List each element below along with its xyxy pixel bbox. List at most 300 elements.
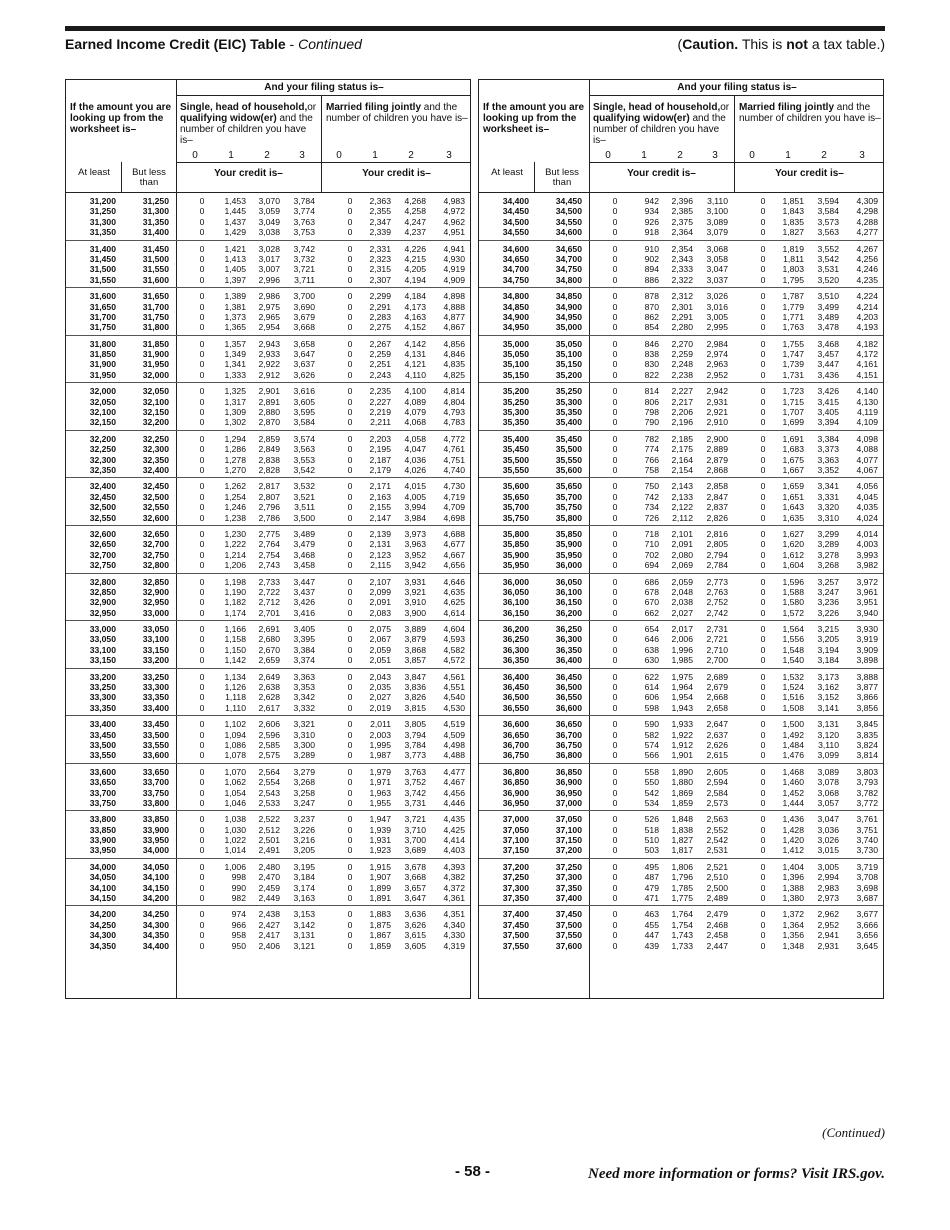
credit-cell: 3,310 bbox=[293, 729, 315, 740]
credit-cell: 0 bbox=[347, 433, 353, 444]
amount-cell: 35,250 bbox=[502, 396, 529, 407]
amount-cell: 37,200 bbox=[502, 861, 529, 872]
credit-cell: 0 bbox=[347, 634, 353, 645]
single-hoh-header-part: and the number of children you have is– bbox=[180, 113, 313, 146]
credit-cell: 4,646 bbox=[443, 576, 465, 587]
credit-cell: 2,522 bbox=[258, 814, 280, 825]
credit-cell: 4,677 bbox=[443, 539, 465, 550]
credit-cell: 4,193 bbox=[856, 322, 878, 333]
mfj-header-part: Married filing jointly bbox=[326, 102, 422, 113]
credit-cell: 3,489 bbox=[293, 528, 315, 539]
credit-cell: 3,100 bbox=[706, 206, 728, 217]
amount-cell: 34,950 bbox=[502, 322, 529, 333]
credit-cell: 1,468 bbox=[782, 766, 804, 777]
credit-cell: 4,856 bbox=[443, 338, 465, 349]
credit-cell: 2,501 bbox=[258, 835, 280, 846]
amount-cell: 32,750 bbox=[89, 560, 116, 571]
rule-status bbox=[589, 95, 883, 96]
credit-cell: 1,651 bbox=[782, 491, 804, 502]
credit-cell: 1,931 bbox=[369, 835, 391, 846]
credit-cell: 1,556 bbox=[782, 634, 804, 645]
amount-cell: 34,550 bbox=[555, 216, 582, 227]
credit-cell: 3,542 bbox=[817, 253, 839, 264]
credit-cell: 4,079 bbox=[404, 407, 426, 418]
credit-cell: 0 bbox=[760, 359, 766, 370]
credit-cell: 2,594 bbox=[706, 777, 728, 788]
credit-cell: 1,620 bbox=[782, 539, 804, 550]
credit-cell: 0 bbox=[199, 243, 205, 254]
credit-cell: 0 bbox=[612, 560, 618, 571]
credit-cell: 1,915 bbox=[369, 861, 391, 872]
table-row bbox=[66, 550, 470, 560]
credit-cell: 0 bbox=[199, 274, 205, 285]
table-row bbox=[66, 909, 470, 919]
credit-cell: 2,343 bbox=[671, 253, 693, 264]
credit-cell: 0 bbox=[347, 607, 353, 618]
children-count: 0 bbox=[605, 150, 611, 161]
amount-cell: 31,700 bbox=[89, 311, 116, 322]
credit-cell: 2,027 bbox=[671, 607, 693, 618]
credit-cell: 3,332 bbox=[293, 702, 315, 713]
credit-cell: 2,459 bbox=[258, 882, 280, 893]
credit-cell: 2,122 bbox=[671, 502, 693, 513]
credit-cell: 4,184 bbox=[404, 291, 426, 302]
table-row bbox=[479, 529, 883, 539]
table-row bbox=[479, 407, 883, 417]
children-count: 3 bbox=[859, 150, 865, 161]
credit-cell: 3,940 bbox=[856, 607, 878, 618]
credit-cell: 4,730 bbox=[443, 481, 465, 492]
credit-cell: 3,363 bbox=[817, 454, 839, 465]
rule-header bbox=[479, 192, 883, 193]
credit-cell: 1,436 bbox=[782, 814, 804, 825]
credit-cell: 0 bbox=[347, 301, 353, 312]
credit-cell: 3,226 bbox=[293, 824, 315, 835]
credit-cell: 3,826 bbox=[404, 692, 426, 703]
amount-cell: 37,300 bbox=[502, 882, 529, 893]
credit-cell: 0 bbox=[199, 671, 205, 682]
table-row bbox=[66, 291, 470, 301]
credit-cell: 0 bbox=[760, 433, 766, 444]
credit-cell: 1,413 bbox=[224, 253, 246, 264]
credit-cell: 2,668 bbox=[706, 692, 728, 703]
credit-cell: 3,751 bbox=[856, 824, 878, 835]
credit-cell: 2,533 bbox=[258, 797, 280, 808]
credit-cell: 4,951 bbox=[443, 227, 465, 238]
table-row bbox=[66, 407, 470, 417]
credit-cell: 0 bbox=[760, 634, 766, 645]
credit-cell: 4,173 bbox=[404, 301, 426, 312]
credit-cell: 471 bbox=[644, 893, 659, 904]
credit-cell: 2,312 bbox=[671, 291, 693, 302]
credit-cell: 2,965 bbox=[258, 311, 280, 322]
credit-cell: 2,003 bbox=[369, 729, 391, 740]
amount-cell: 34,450 bbox=[502, 206, 529, 217]
credit-cell: 0 bbox=[347, 702, 353, 713]
credit-cell: 0 bbox=[612, 433, 618, 444]
credit-cell: 2,659 bbox=[258, 655, 280, 666]
table-row bbox=[479, 455, 883, 465]
amount-cell: 36,650 bbox=[502, 729, 529, 740]
credit-cell: 990 bbox=[231, 882, 246, 893]
credit-cell: 1,364 bbox=[782, 919, 804, 930]
credit-cell: 4,867 bbox=[443, 322, 465, 333]
credit-cell: 1,875 bbox=[369, 919, 391, 930]
credit-cell: 0 bbox=[347, 349, 353, 360]
credit-cell: 2,112 bbox=[672, 512, 693, 523]
credit-cell: 2,584 bbox=[706, 787, 728, 798]
credit-cell: 0 bbox=[347, 824, 353, 835]
credit-cell: 1,309 bbox=[224, 407, 246, 418]
credit-cell: 2,339 bbox=[369, 227, 391, 238]
credit-cell: 0 bbox=[760, 835, 766, 846]
credit-cell: 1,912 bbox=[671, 739, 693, 750]
credit-cell: 4,121 bbox=[404, 359, 426, 370]
table-row bbox=[66, 845, 470, 855]
table-row bbox=[479, 883, 883, 893]
credit-cell: 2,826 bbox=[706, 512, 728, 523]
credit-cell: 2,489 bbox=[706, 893, 728, 904]
amount-cell: 37,350 bbox=[555, 882, 582, 893]
credit-cell: 2,606 bbox=[258, 719, 280, 730]
amount-cell: 34,250 bbox=[142, 909, 169, 920]
credit-cell: 2,796 bbox=[258, 502, 280, 513]
credit-cell: 4,888 bbox=[443, 301, 465, 312]
credit-cell: 2,291 bbox=[671, 311, 693, 322]
credit-cell: 3,268 bbox=[293, 777, 315, 788]
credit-cell: 4,582 bbox=[443, 644, 465, 655]
credit-cell: 3,478 bbox=[817, 322, 839, 333]
credit-cell: 0 bbox=[760, 729, 766, 740]
credit-cell: 2,458 bbox=[706, 930, 728, 941]
credit-cell: 1,516 bbox=[782, 692, 804, 703]
credit-cell: 878 bbox=[644, 291, 659, 302]
table-row bbox=[66, 883, 470, 893]
credit-cell: 1,396 bbox=[782, 872, 804, 883]
amount-cell: 33,700 bbox=[89, 787, 116, 798]
credit-cell: 1,901 bbox=[671, 750, 693, 761]
credit-cell: 4,761 bbox=[443, 444, 465, 455]
credit-cell: 2,994 bbox=[817, 872, 839, 883]
credit-cell: 2,238 bbox=[671, 369, 693, 380]
credit-cell: 4,058 bbox=[404, 433, 426, 444]
credit-cell: 1,755 bbox=[782, 338, 804, 349]
amount-cell: 36,200 bbox=[502, 624, 529, 635]
amount-cell: 34,050 bbox=[89, 872, 116, 883]
credit-cell: 0 bbox=[347, 386, 353, 397]
amount-cell: 31,650 bbox=[89, 301, 116, 312]
credit-cell: 806 bbox=[644, 396, 659, 407]
credit-cell: 2,816 bbox=[706, 528, 728, 539]
amount-cell: 32,400 bbox=[142, 464, 169, 475]
credit-cell: 2,512 bbox=[258, 824, 280, 835]
credit-cell: 3,910 bbox=[404, 597, 426, 608]
amount-cell: 32,450 bbox=[142, 481, 169, 492]
table-row bbox=[479, 444, 883, 454]
credit-cell: 3,049 bbox=[258, 216, 280, 227]
credit-cell: 4,237 bbox=[404, 227, 426, 238]
amount-cell: 37,100 bbox=[502, 835, 529, 846]
credit-cell: 3,068 bbox=[706, 243, 728, 254]
credit-cell: 4,026 bbox=[404, 464, 426, 475]
credit-cell: 0 bbox=[760, 919, 766, 930]
credit-cell: 4,036 bbox=[404, 454, 426, 465]
credit-cell: 4,203 bbox=[856, 311, 878, 322]
amount-cell: 32,350 bbox=[89, 464, 116, 475]
amount-cell: 36,600 bbox=[502, 719, 529, 730]
credit-cell: 3,352 bbox=[817, 464, 839, 475]
credit-cell: 1,222 bbox=[224, 539, 246, 550]
credit-cell: 1,094 bbox=[224, 729, 246, 740]
credit-cell: 3,162 bbox=[817, 682, 839, 693]
credit-cell: 3,384 bbox=[293, 644, 315, 655]
credit-cell: 534 bbox=[644, 797, 659, 808]
table-row bbox=[479, 264, 883, 274]
amount-cell: 32,250 bbox=[89, 444, 116, 455]
single-hoh-header-part: Single, head of household, bbox=[180, 102, 308, 113]
credit-cell: 2,901 bbox=[258, 386, 280, 397]
credit-cell: 3,173 bbox=[817, 671, 839, 682]
credit-cell: 0 bbox=[347, 644, 353, 655]
credit-cell: 3,615 bbox=[404, 930, 426, 941]
amount-cell: 31,900 bbox=[142, 349, 169, 360]
credit-cell: 2,984 bbox=[706, 338, 728, 349]
credit-cell: 526 bbox=[644, 814, 659, 825]
amount-cell: 35,650 bbox=[502, 491, 529, 502]
table-row bbox=[479, 672, 883, 682]
amount-cell: 31,450 bbox=[89, 253, 116, 264]
credit-cell: 4,088 bbox=[856, 444, 878, 455]
table-row bbox=[66, 634, 470, 644]
amount-cell: 34,200 bbox=[142, 893, 169, 904]
credit-cell: 0 bbox=[199, 311, 205, 322]
credit-cell: 3,458 bbox=[293, 560, 315, 571]
credit-cell: 3,677 bbox=[856, 909, 878, 920]
credit-cell: 3,468 bbox=[817, 338, 839, 349]
credit-cell: 2,069 bbox=[671, 560, 693, 571]
table-row bbox=[479, 312, 883, 322]
table-row bbox=[479, 434, 883, 444]
group-divider bbox=[479, 715, 883, 716]
credit-cell: 3,868 bbox=[404, 644, 426, 655]
credit-cell: 0 bbox=[760, 206, 766, 217]
credit-cell: 2,438 bbox=[258, 909, 280, 920]
amount-cell: 35,200 bbox=[555, 369, 582, 380]
credit-cell: 2,575 bbox=[258, 750, 280, 761]
credit-cell: 782 bbox=[644, 433, 659, 444]
credit-cell: 3,763 bbox=[293, 216, 315, 227]
credit-cell: 0 bbox=[347, 206, 353, 217]
table-row bbox=[479, 777, 883, 787]
amount-cell: 36,400 bbox=[555, 655, 582, 666]
credit-cell: 1,763 bbox=[782, 322, 804, 333]
amount-cell: 33,050 bbox=[142, 624, 169, 635]
credit-cell: 3,405 bbox=[817, 407, 839, 418]
amount-cell: 32,400 bbox=[89, 481, 116, 492]
credit-cell: 3,373 bbox=[817, 444, 839, 455]
credit-header-mfj: Your credit is– bbox=[775, 168, 844, 179]
credit-cell: 1,492 bbox=[782, 729, 804, 740]
credit-cell: 1,939 bbox=[369, 824, 391, 835]
children-count: 0 bbox=[336, 150, 342, 161]
credit-cell: 0 bbox=[612, 750, 618, 761]
credit-cell: 3,205 bbox=[817, 634, 839, 645]
credit-cell: 2,491 bbox=[258, 845, 280, 856]
credit-cell: 0 bbox=[347, 491, 353, 502]
credit-cell: 1,388 bbox=[782, 882, 804, 893]
credit-cell: 0 bbox=[347, 930, 353, 941]
credit-cell: 3,700 bbox=[293, 291, 315, 302]
credit-cell: 2,542 bbox=[706, 835, 728, 846]
credit-cell: 0 bbox=[760, 512, 766, 523]
credit-cell: 0 bbox=[199, 338, 205, 349]
credit-cell: 1,803 bbox=[782, 264, 804, 275]
table-row bbox=[479, 513, 883, 523]
credit-cell: 2,275 bbox=[369, 322, 391, 333]
credit-cell: 3,982 bbox=[856, 560, 878, 571]
credit-cell: 2,354 bbox=[671, 243, 693, 254]
amount-cell: 32,750 bbox=[142, 549, 169, 560]
credit-cell: 2,048 bbox=[671, 586, 693, 597]
credit-cell: 4,277 bbox=[856, 227, 878, 238]
amount-cell: 34,900 bbox=[555, 301, 582, 312]
credit-cell: 4,804 bbox=[443, 396, 465, 407]
single-hoh-header-part: qualifying widow(er) bbox=[593, 113, 690, 124]
credit-cell: 4,330 bbox=[443, 930, 465, 941]
table-row bbox=[66, 370, 470, 380]
amount-cell: 34,550 bbox=[502, 227, 529, 238]
table-row bbox=[479, 206, 883, 216]
credit-cell: 0 bbox=[199, 777, 205, 788]
table-row bbox=[66, 587, 470, 597]
credit-cell: 2,943 bbox=[258, 338, 280, 349]
credit-cell: 2,933 bbox=[258, 349, 280, 360]
children-count: 1 bbox=[372, 150, 378, 161]
table-row bbox=[66, 217, 470, 227]
amount-cell: 36,550 bbox=[555, 692, 582, 703]
credit-cell: 918 bbox=[644, 227, 659, 238]
credit-cell: 0 bbox=[199, 586, 205, 597]
credit-cell: 1,572 bbox=[782, 607, 804, 618]
credit-cell: 0 bbox=[612, 338, 618, 349]
credit-cell: 1,859 bbox=[369, 940, 391, 951]
credit-cell: 1,796 bbox=[671, 872, 693, 883]
credit-cell: 798 bbox=[644, 407, 659, 418]
table-row bbox=[66, 825, 470, 835]
amount-cell: 36,250 bbox=[555, 624, 582, 635]
credit-cell: 1,500 bbox=[782, 719, 804, 730]
credit-cell: 0 bbox=[612, 386, 618, 397]
credit-cell: 2,175 bbox=[671, 444, 693, 455]
credit-cell: 4,825 bbox=[443, 369, 465, 380]
credit-cell: 2,952 bbox=[817, 919, 839, 930]
credit-cell: 3,510 bbox=[817, 291, 839, 302]
credit-cell: 0 bbox=[347, 797, 353, 808]
credit-cell: 1,532 bbox=[782, 671, 804, 682]
credit-cell: 3,730 bbox=[856, 845, 878, 856]
credit-cell: 2,468 bbox=[706, 919, 728, 930]
amount-cell: 36,700 bbox=[502, 739, 529, 750]
credit-cell: 1,923 bbox=[369, 845, 391, 856]
credit-cell: 862 bbox=[644, 311, 659, 322]
credit-cell: 4,688 bbox=[443, 528, 465, 539]
credit-cell: 966 bbox=[231, 919, 246, 930]
table-row bbox=[66, 767, 470, 777]
credit-cell: 1,964 bbox=[671, 682, 693, 693]
credit-cell: 1,294 bbox=[224, 433, 246, 444]
mfj-header-part: Married filing jointly bbox=[739, 102, 835, 113]
but-less-than-header: But less than bbox=[545, 167, 579, 188]
credit-header-single: Your credit is– bbox=[627, 168, 696, 179]
credit-cell: 702 bbox=[644, 549, 659, 560]
credit-cell: 3,078 bbox=[817, 777, 839, 788]
table-row bbox=[66, 597, 470, 607]
amount-cell: 34,400 bbox=[502, 196, 529, 206]
table-row bbox=[66, 539, 470, 549]
credit-cell: 742 bbox=[644, 491, 659, 502]
credit-cell: 3,258 bbox=[293, 787, 315, 798]
credit-cell: 1,963 bbox=[369, 787, 391, 798]
credit-cell: 2,617 bbox=[258, 702, 280, 713]
amount-cell: 33,850 bbox=[142, 814, 169, 825]
credit-cell: 2,805 bbox=[706, 539, 728, 550]
credit-cell: 3,279 bbox=[293, 766, 315, 777]
credit-cell: 3,079 bbox=[706, 227, 728, 238]
table-row bbox=[479, 655, 883, 665]
table-row bbox=[479, 692, 883, 702]
amount-cell: 34,300 bbox=[142, 919, 169, 930]
credit-cell: 3,331 bbox=[817, 491, 839, 502]
amount-cell: 33,000 bbox=[89, 624, 116, 635]
credit-cell: 2,248 bbox=[671, 359, 693, 370]
table-row bbox=[479, 634, 883, 644]
credit-cell: 1,420 bbox=[782, 835, 804, 846]
credit-cell: 1,787 bbox=[782, 291, 804, 302]
amount-cell: 35,050 bbox=[555, 338, 582, 349]
credit-cell: 2,291 bbox=[369, 301, 391, 312]
credit-cell: 1,412 bbox=[782, 845, 804, 856]
credit-cell: 3,215 bbox=[817, 624, 839, 635]
credit-cell: 1,843 bbox=[782, 206, 804, 217]
credit-cell: 0 bbox=[612, 444, 618, 455]
credit-cell: 1,404 bbox=[782, 861, 804, 872]
table-row bbox=[66, 703, 470, 713]
credit-cell: 1,333 bbox=[224, 369, 246, 380]
credit-cell: 4,698 bbox=[443, 512, 465, 523]
amount-cell: 31,250 bbox=[89, 206, 116, 217]
credit-cell: 0 bbox=[199, 835, 205, 846]
credit-cell: 4,056 bbox=[856, 481, 878, 492]
credit-cell: 4,604 bbox=[443, 624, 465, 635]
credit-cell: 2,035 bbox=[369, 682, 391, 693]
amount-cell: 37,150 bbox=[502, 845, 529, 856]
credit-cell: 3,732 bbox=[293, 253, 315, 264]
amount-cell: 37,100 bbox=[555, 824, 582, 835]
table-row bbox=[479, 703, 883, 713]
caution-note: (Caution. This is not a tax table.) bbox=[677, 36, 885, 52]
credit-cell: 4,414 bbox=[443, 835, 465, 846]
credit-cell: 1,675 bbox=[782, 454, 804, 465]
credit-cell: 2,921 bbox=[706, 407, 728, 418]
credit-cell: 0 bbox=[199, 824, 205, 835]
credit-cell: 2,154 bbox=[671, 464, 693, 475]
group-divider bbox=[66, 810, 470, 811]
credit-cell: 694 bbox=[644, 560, 659, 571]
amount-cell: 34,450 bbox=[555, 196, 582, 206]
amount-cell: 33,500 bbox=[89, 739, 116, 750]
group-divider bbox=[479, 240, 883, 241]
amount-cell: 37,350 bbox=[502, 893, 529, 904]
